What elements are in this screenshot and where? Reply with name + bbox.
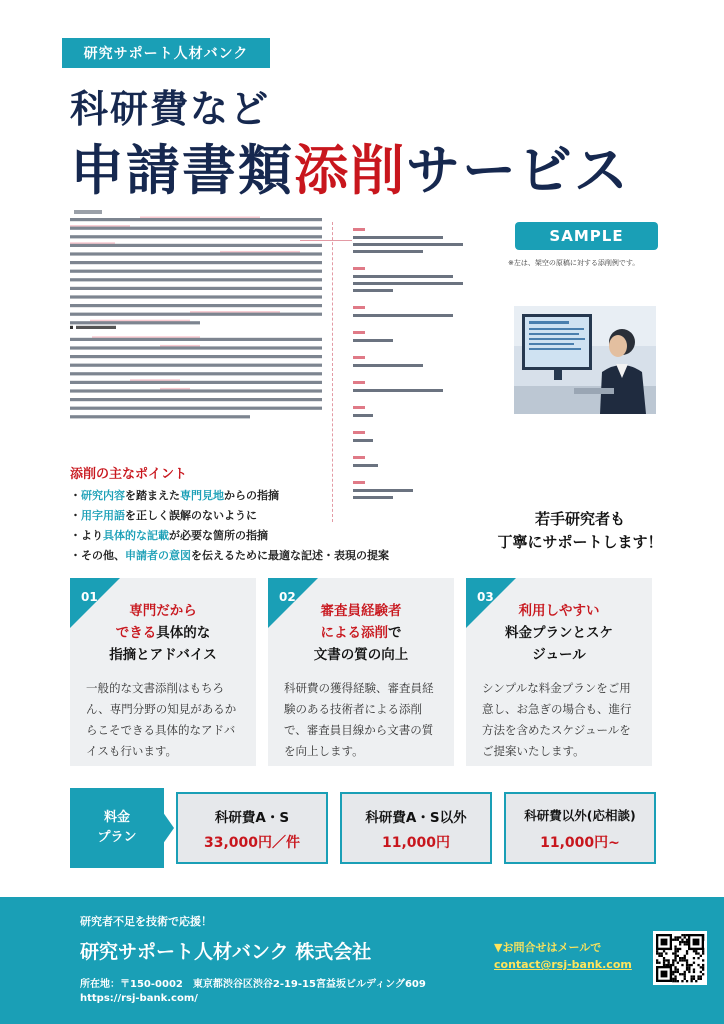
point-prefix: ・ <box>70 489 81 502</box>
qr-module <box>686 950 688 952</box>
qr-module <box>674 959 676 961</box>
qr-code[interactable] <box>653 931 707 985</box>
qr-module <box>702 969 704 971</box>
card-title-black: 料金プランとスケ <box>505 625 613 641</box>
sample-comments-image <box>332 222 482 522</box>
text-line <box>70 270 322 273</box>
qr-module <box>679 957 681 959</box>
qr-module <box>691 978 693 980</box>
qr-module <box>674 946 676 948</box>
qr-module <box>663 950 665 952</box>
qr-module <box>693 962 695 964</box>
qr-module <box>686 939 688 941</box>
qr-module <box>672 964 674 966</box>
comment-line <box>353 464 378 467</box>
comment-user-tag <box>353 381 365 384</box>
qr-module <box>663 959 665 961</box>
comment-line <box>353 364 423 367</box>
card-title <box>268 600 454 666</box>
text-line <box>70 407 322 410</box>
qr-module <box>674 978 676 980</box>
qr-module <box>674 975 676 977</box>
qr-module <box>684 957 686 959</box>
qr-module <box>661 952 663 954</box>
qr-module <box>686 934 688 936</box>
comment-user-tag <box>353 456 365 459</box>
comment-user-tag <box>353 306 365 309</box>
sample-badge: SAMPLE <box>515 222 658 250</box>
qr-module <box>681 964 683 966</box>
qr-module <box>665 952 667 954</box>
qr-module <box>674 980 676 982</box>
qr-module <box>681 980 683 982</box>
comment-user-tag <box>353 481 365 484</box>
card-body: 科研費の獲得経験、審査員経験のある技術者による添削で、審査員目線から文書の質を向上します。 <box>284 681 434 758</box>
point-text: が必要な箇所の指摘 <box>169 529 268 542</box>
qr-module <box>681 973 683 975</box>
qr-module <box>693 975 695 977</box>
qr-module <box>674 948 676 950</box>
plan-card <box>340 792 492 864</box>
qr-module <box>697 964 699 966</box>
text-line <box>70 287 322 290</box>
plan-card <box>504 792 656 864</box>
qr-module <box>684 943 686 945</box>
qr-module <box>700 966 702 968</box>
qr-module <box>681 939 683 941</box>
point-prefix: ・その他、 <box>70 549 125 562</box>
sample-document-image <box>70 208 332 428</box>
qr-module <box>674 955 676 957</box>
comment-line <box>353 314 453 317</box>
title-part-a: 申請書類 <box>70 139 294 202</box>
qr-module <box>677 969 679 971</box>
point-text: を踏まえた <box>125 489 180 502</box>
card-title-line-2 <box>268 622 454 644</box>
text-line <box>70 295 322 298</box>
text-line <box>70 346 322 349</box>
qr-module <box>656 950 658 952</box>
qr-module <box>695 952 697 954</box>
comment-line <box>353 414 373 417</box>
footer-company: 研究サポート人材バンク 株式会社 <box>80 941 372 963</box>
footer <box>0 897 724 1024</box>
qr-module <box>663 964 665 966</box>
text-line <box>70 398 322 401</box>
qr-module <box>691 980 693 982</box>
card-title <box>466 600 652 666</box>
text-line <box>70 313 322 316</box>
qr-module <box>697 952 699 954</box>
support-message <box>470 508 690 554</box>
point-text-2: からの指摘 <box>224 489 279 502</box>
qr-module <box>656 952 658 954</box>
card-title-line-3: ジュール <box>532 647 586 663</box>
qr-module <box>670 964 672 966</box>
qr-module <box>684 971 686 973</box>
qr-module <box>686 969 688 971</box>
text-line <box>70 355 322 358</box>
card-title-line-3: 指摘とアドバイス <box>109 647 217 663</box>
comment-user-tag <box>353 406 365 409</box>
qr-module <box>656 959 658 961</box>
comment-user-tag <box>353 431 365 434</box>
qr-module <box>681 934 683 936</box>
card-number: 01 <box>81 590 98 604</box>
points-list <box>70 486 389 566</box>
text-line <box>70 338 322 341</box>
qr-module <box>661 971 668 978</box>
card-title-red: できる <box>115 625 157 641</box>
qr-module <box>702 966 704 968</box>
qr-module <box>668 959 670 961</box>
qr-module <box>677 980 679 982</box>
qr-module <box>661 955 663 957</box>
text-line <box>70 227 322 230</box>
footer-url[interactable]: https://rsj-bank.com/ <box>80 993 198 1004</box>
text-line <box>70 381 322 384</box>
card-number: 03 <box>477 590 494 604</box>
qr-module <box>684 936 686 938</box>
qr-module <box>686 943 688 945</box>
qr-module <box>677 955 679 957</box>
title-part-b: サービス <box>406 139 630 202</box>
qr-module <box>681 957 683 959</box>
qr-module <box>700 975 702 977</box>
qr-module <box>684 934 686 936</box>
comment-line <box>353 289 393 292</box>
qr-module <box>658 952 660 954</box>
card-title-line-1: 専門だから <box>129 603 197 619</box>
qr-module <box>674 950 676 952</box>
qr-module <box>668 964 670 966</box>
card-title-line-1: 審査員経験者 <box>320 603 402 619</box>
text-line <box>70 415 250 418</box>
qr-module <box>674 939 676 941</box>
qr-module <box>677 936 679 938</box>
card-title-line-1: 利用しやすい <box>518 603 600 619</box>
card-title-black: で <box>388 625 402 641</box>
text-line <box>70 389 322 392</box>
qr-module <box>656 962 658 964</box>
comment-line <box>353 243 463 246</box>
card-body: シンプルな料金プランをご用意し、お急ぎの場合も、進行方法を含めたスケジュールをご提案いたします。 <box>482 681 632 758</box>
qr-module <box>681 941 683 943</box>
qr-module <box>679 941 681 943</box>
qr-module <box>684 955 686 957</box>
points-title: 添削の主なポイント <box>70 467 188 482</box>
qr-module <box>702 959 704 961</box>
qr-module <box>674 957 676 959</box>
qr-module <box>672 971 674 973</box>
comment-line <box>353 282 463 285</box>
point-text: を伝えるために最適な記述・表現の提案 <box>191 549 389 562</box>
qr-module <box>684 941 686 943</box>
pricing-arrow <box>160 808 174 848</box>
plan-card <box>176 792 328 864</box>
qr-module <box>686 952 688 954</box>
qr-module <box>686 941 688 943</box>
qr-code-graphic <box>653 931 707 985</box>
sample-note: ※左は、架空の原稿に対する添削例です。 <box>508 259 640 267</box>
feature-card-03 <box>466 578 652 766</box>
qr-module <box>674 952 676 954</box>
sample-comments-graphic <box>353 222 483 522</box>
qr-module <box>679 943 681 945</box>
support-line-1: 若手研究者も <box>534 510 625 528</box>
qr-module <box>700 978 702 980</box>
text-line <box>70 235 322 238</box>
plan-price: 33,000円／件 <box>203 835 301 851</box>
point-item <box>70 526 389 546</box>
pricing-label <box>70 788 164 868</box>
comment-user-tag <box>353 228 365 231</box>
qr-module <box>697 975 699 977</box>
qr-module <box>665 964 667 966</box>
comment-line <box>353 250 423 253</box>
card-title-red: による添削 <box>320 625 388 641</box>
qr-module <box>702 973 704 975</box>
qr-module <box>674 969 676 971</box>
qr-module <box>677 950 679 952</box>
comment-user-tag <box>353 331 365 334</box>
pricing-label-line-2: プラン <box>97 830 137 845</box>
text-line <box>70 218 322 221</box>
qr-module <box>686 964 688 966</box>
qr-module <box>695 950 697 952</box>
qr-module <box>672 962 674 964</box>
qr-module <box>668 962 670 964</box>
plan-name: 科研費A・S以外 <box>365 810 467 826</box>
title-line-2 <box>70 128 630 205</box>
qr-module <box>702 952 704 954</box>
text-line <box>70 261 322 264</box>
qr-module <box>693 969 695 971</box>
sample-document-graphic <box>70 208 332 428</box>
qr-module <box>697 978 699 980</box>
qr-module <box>677 939 679 941</box>
qr-module <box>684 978 686 980</box>
plan-name: 科研費以外(応相談) <box>524 808 636 823</box>
qr-module <box>684 959 686 961</box>
text-line <box>70 252 322 255</box>
contact-email-link[interactable]: contact@rsj-bank.com <box>494 958 632 971</box>
text-line <box>76 326 116 329</box>
qr-module <box>700 971 702 973</box>
point-prefix: ・より <box>70 529 103 542</box>
card-title-line-2 <box>466 622 652 644</box>
qr-module <box>684 975 686 977</box>
text-line <box>70 278 322 281</box>
comment-line <box>353 439 373 442</box>
qr-module <box>672 973 674 975</box>
point-prefix: ・ <box>70 509 81 522</box>
qr-module <box>686 966 688 968</box>
comment-user-tag <box>353 267 365 270</box>
title-part-red: 添削 <box>294 139 406 202</box>
qr-module <box>688 966 690 968</box>
point-keyword: 研究内容 <box>81 489 125 502</box>
qr-module <box>686 959 688 961</box>
pricing-label-line-1: 料金 <box>103 810 130 825</box>
text-line <box>70 364 322 367</box>
qr-module <box>693 950 695 952</box>
qr-module <box>684 973 686 975</box>
qr-module <box>679 936 681 938</box>
qr-module <box>665 959 667 961</box>
comment-line <box>353 236 443 239</box>
comment-line <box>353 389 443 392</box>
comment-line <box>353 339 393 342</box>
qr-module <box>695 980 697 982</box>
point-keyword: 用字用語 <box>81 509 125 522</box>
qr-module <box>702 950 704 952</box>
qr-module <box>672 959 674 961</box>
qr-module <box>693 978 695 980</box>
qr-module <box>688 964 690 966</box>
point-keyword-2: 専門見地 <box>180 489 224 502</box>
qr-module <box>700 955 702 957</box>
qr-module <box>697 957 699 959</box>
footer-tagline: 研究者不足を技術で応援！ <box>80 915 212 928</box>
feature-card-02 <box>268 578 454 766</box>
plan-price: 11,000円~ <box>540 835 620 851</box>
qr-module <box>658 962 660 964</box>
comment-user-tag <box>353 356 365 359</box>
point-item <box>70 486 389 506</box>
card-title-line-2 <box>70 622 256 644</box>
qr-module <box>677 962 679 964</box>
researcher-photo <box>514 306 656 414</box>
qr-module <box>674 966 676 968</box>
qr-module <box>672 978 674 980</box>
title-line-1: 科研費など <box>70 87 271 131</box>
qr-module <box>663 957 665 959</box>
qr-module <box>691 975 693 977</box>
qr-module <box>681 959 683 961</box>
support-line-2: 丁寧にサポートします！ <box>497 533 663 551</box>
qr-module <box>672 952 674 954</box>
qr-module <box>672 939 674 941</box>
footer-address: 所在地：〒150-0002 東京都渋谷区渋谷2-19-15宮益坂ビルディング609 <box>80 979 426 990</box>
qr-module <box>679 948 681 950</box>
qr-module <box>679 973 681 975</box>
plan-price: 11,000円 <box>381 835 451 851</box>
card-title-black: 具体的な <box>156 625 211 641</box>
qr-module <box>672 980 674 982</box>
feature-card-01 <box>70 578 256 766</box>
brand-badge: 研究サポート人材バンク <box>62 38 270 68</box>
qr-module <box>686 962 688 964</box>
card-title <box>70 600 256 666</box>
text-line <box>70 244 322 247</box>
text-line <box>70 321 200 324</box>
qr-module <box>693 957 695 959</box>
point-keyword: 申請者の意図 <box>125 549 191 562</box>
qr-module <box>674 971 676 973</box>
researcher-photo-illustration <box>514 306 656 414</box>
contact-label: ▼お問合せはメールで <box>494 941 602 954</box>
card-title-line-3: 文書の質の向上 <box>313 647 409 663</box>
text-line <box>70 326 73 329</box>
qr-module <box>693 939 700 946</box>
qr-module <box>679 959 681 961</box>
card-body: 一般的な文書添削はもちろん、専門分野の知見があるからこそできる具体的なアドバイスも行います。 <box>86 681 237 758</box>
qr-module <box>663 962 665 964</box>
card-number: 02 <box>279 590 296 604</box>
text-line <box>70 304 322 307</box>
qr-module <box>677 971 679 973</box>
qr-module <box>688 971 690 973</box>
plan-name: 科研費A・S <box>214 810 290 826</box>
qr-module <box>691 964 693 966</box>
qr-module <box>674 936 676 938</box>
point-keyword: 具体的な記載 <box>103 529 169 542</box>
qr-module <box>677 948 679 950</box>
point-text: を正しく誤解のないように <box>125 509 257 522</box>
qr-module <box>658 955 660 957</box>
qr-module <box>661 939 668 946</box>
qr-module <box>693 971 695 973</box>
point-item <box>70 546 389 566</box>
text-line <box>70 372 322 375</box>
point-item <box>70 506 389 526</box>
qr-module <box>688 969 690 971</box>
comment-line <box>353 275 453 278</box>
qr-module <box>702 964 704 966</box>
qr-module <box>686 980 688 982</box>
